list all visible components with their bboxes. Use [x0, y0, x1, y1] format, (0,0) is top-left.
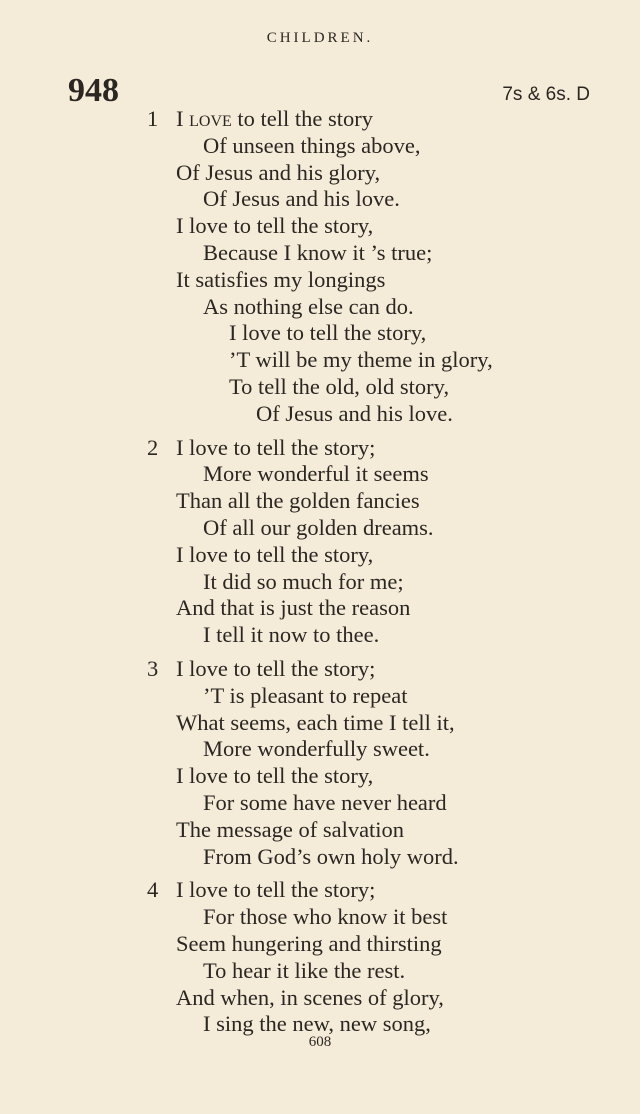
refrain-line: Of Jesus and his love.	[256, 400, 453, 426]
stanza-line: Seem hungering and thirsting	[176, 930, 442, 956]
stanza-line: I love to tell the story,	[176, 541, 374, 567]
stanza-line: More wonderfully sweet.	[203, 736, 430, 762]
stanza-3	[0, 656, 640, 870]
stanza-line: ’T is pleasant to repeat	[203, 682, 408, 708]
first-word: I	[176, 106, 184, 131]
hymn-number: 948	[68, 72, 119, 109]
first-line: I love to tell the story;	[176, 434, 376, 460]
stanza-line	[0, 656, 640, 683]
stanza-line: For some have never heard	[203, 789, 447, 815]
stanza-line: Than all the golden fancies	[176, 488, 420, 514]
stanza-line: Because I know it ’s true;	[203, 239, 433, 265]
stanza-line	[0, 106, 640, 133]
stanza-line: Of Jesus and his glory,	[176, 159, 381, 185]
refrain-line: ’T will be my theme in glory,	[229, 347, 493, 373]
stanza-line: To hear it like the rest.	[203, 957, 406, 983]
running-head: CHILDREN.	[266, 30, 374, 46]
first-word-caps: love	[189, 106, 232, 131]
stanza-line: I sing the new, new song,	[203, 1011, 431, 1037]
stanza-line: Of Jesus and his love.	[203, 186, 400, 212]
stanza-line: For those who know it best	[203, 904, 448, 930]
stanza-line: More wonderful it seems	[203, 461, 429, 487]
stanza-line: Of all our golden dreams.	[203, 514, 434, 540]
stanza-number: 2	[147, 434, 159, 460]
stanza-2	[0, 435, 640, 649]
stanza-line: It did so much for me;	[203, 568, 404, 594]
first-line-rest: to tell the story	[231, 106, 374, 131]
stanza-line: And that is just the reason	[176, 595, 411, 621]
stanza-line: I love to tell the story,	[176, 213, 374, 239]
stanza-number: 3	[147, 655, 159, 681]
stanza-line: What seems, each time I tell it,	[176, 709, 455, 735]
refrain-line: I love to tell the story,	[229, 320, 427, 346]
stanza-number: 4	[147, 877, 159, 903]
stanza-line: I love to tell the story,	[176, 763, 374, 789]
stanza-line: Of unseen things above,	[203, 132, 421, 158]
meter: 7s & 6s. D	[502, 84, 590, 105]
stanza-number: 1	[147, 106, 159, 131]
stanza-line: As nothing else can do.	[203, 293, 414, 319]
stanza-line	[0, 877, 640, 904]
first-line: I love to tell the story;	[176, 655, 376, 681]
stanza-line: From God’s own holy word.	[203, 843, 459, 869]
refrain-line: To tell the old, old story,	[229, 373, 450, 399]
first-line: I love to tell the story;	[176, 877, 376, 903]
page-number: 608	[308, 1034, 332, 1050]
stanza-line: The message of salvation	[176, 816, 405, 842]
stanza-4	[0, 877, 640, 1038]
stanza-line: It satisfies my longings	[176, 266, 386, 292]
stanza-line: And when, in scenes of glory,	[176, 984, 444, 1010]
stanza-line: I tell it now to thee.	[203, 622, 380, 648]
stanza-1	[0, 106, 640, 428]
hymn-text	[0, 106, 640, 1045]
stanza-line	[0, 435, 640, 462]
